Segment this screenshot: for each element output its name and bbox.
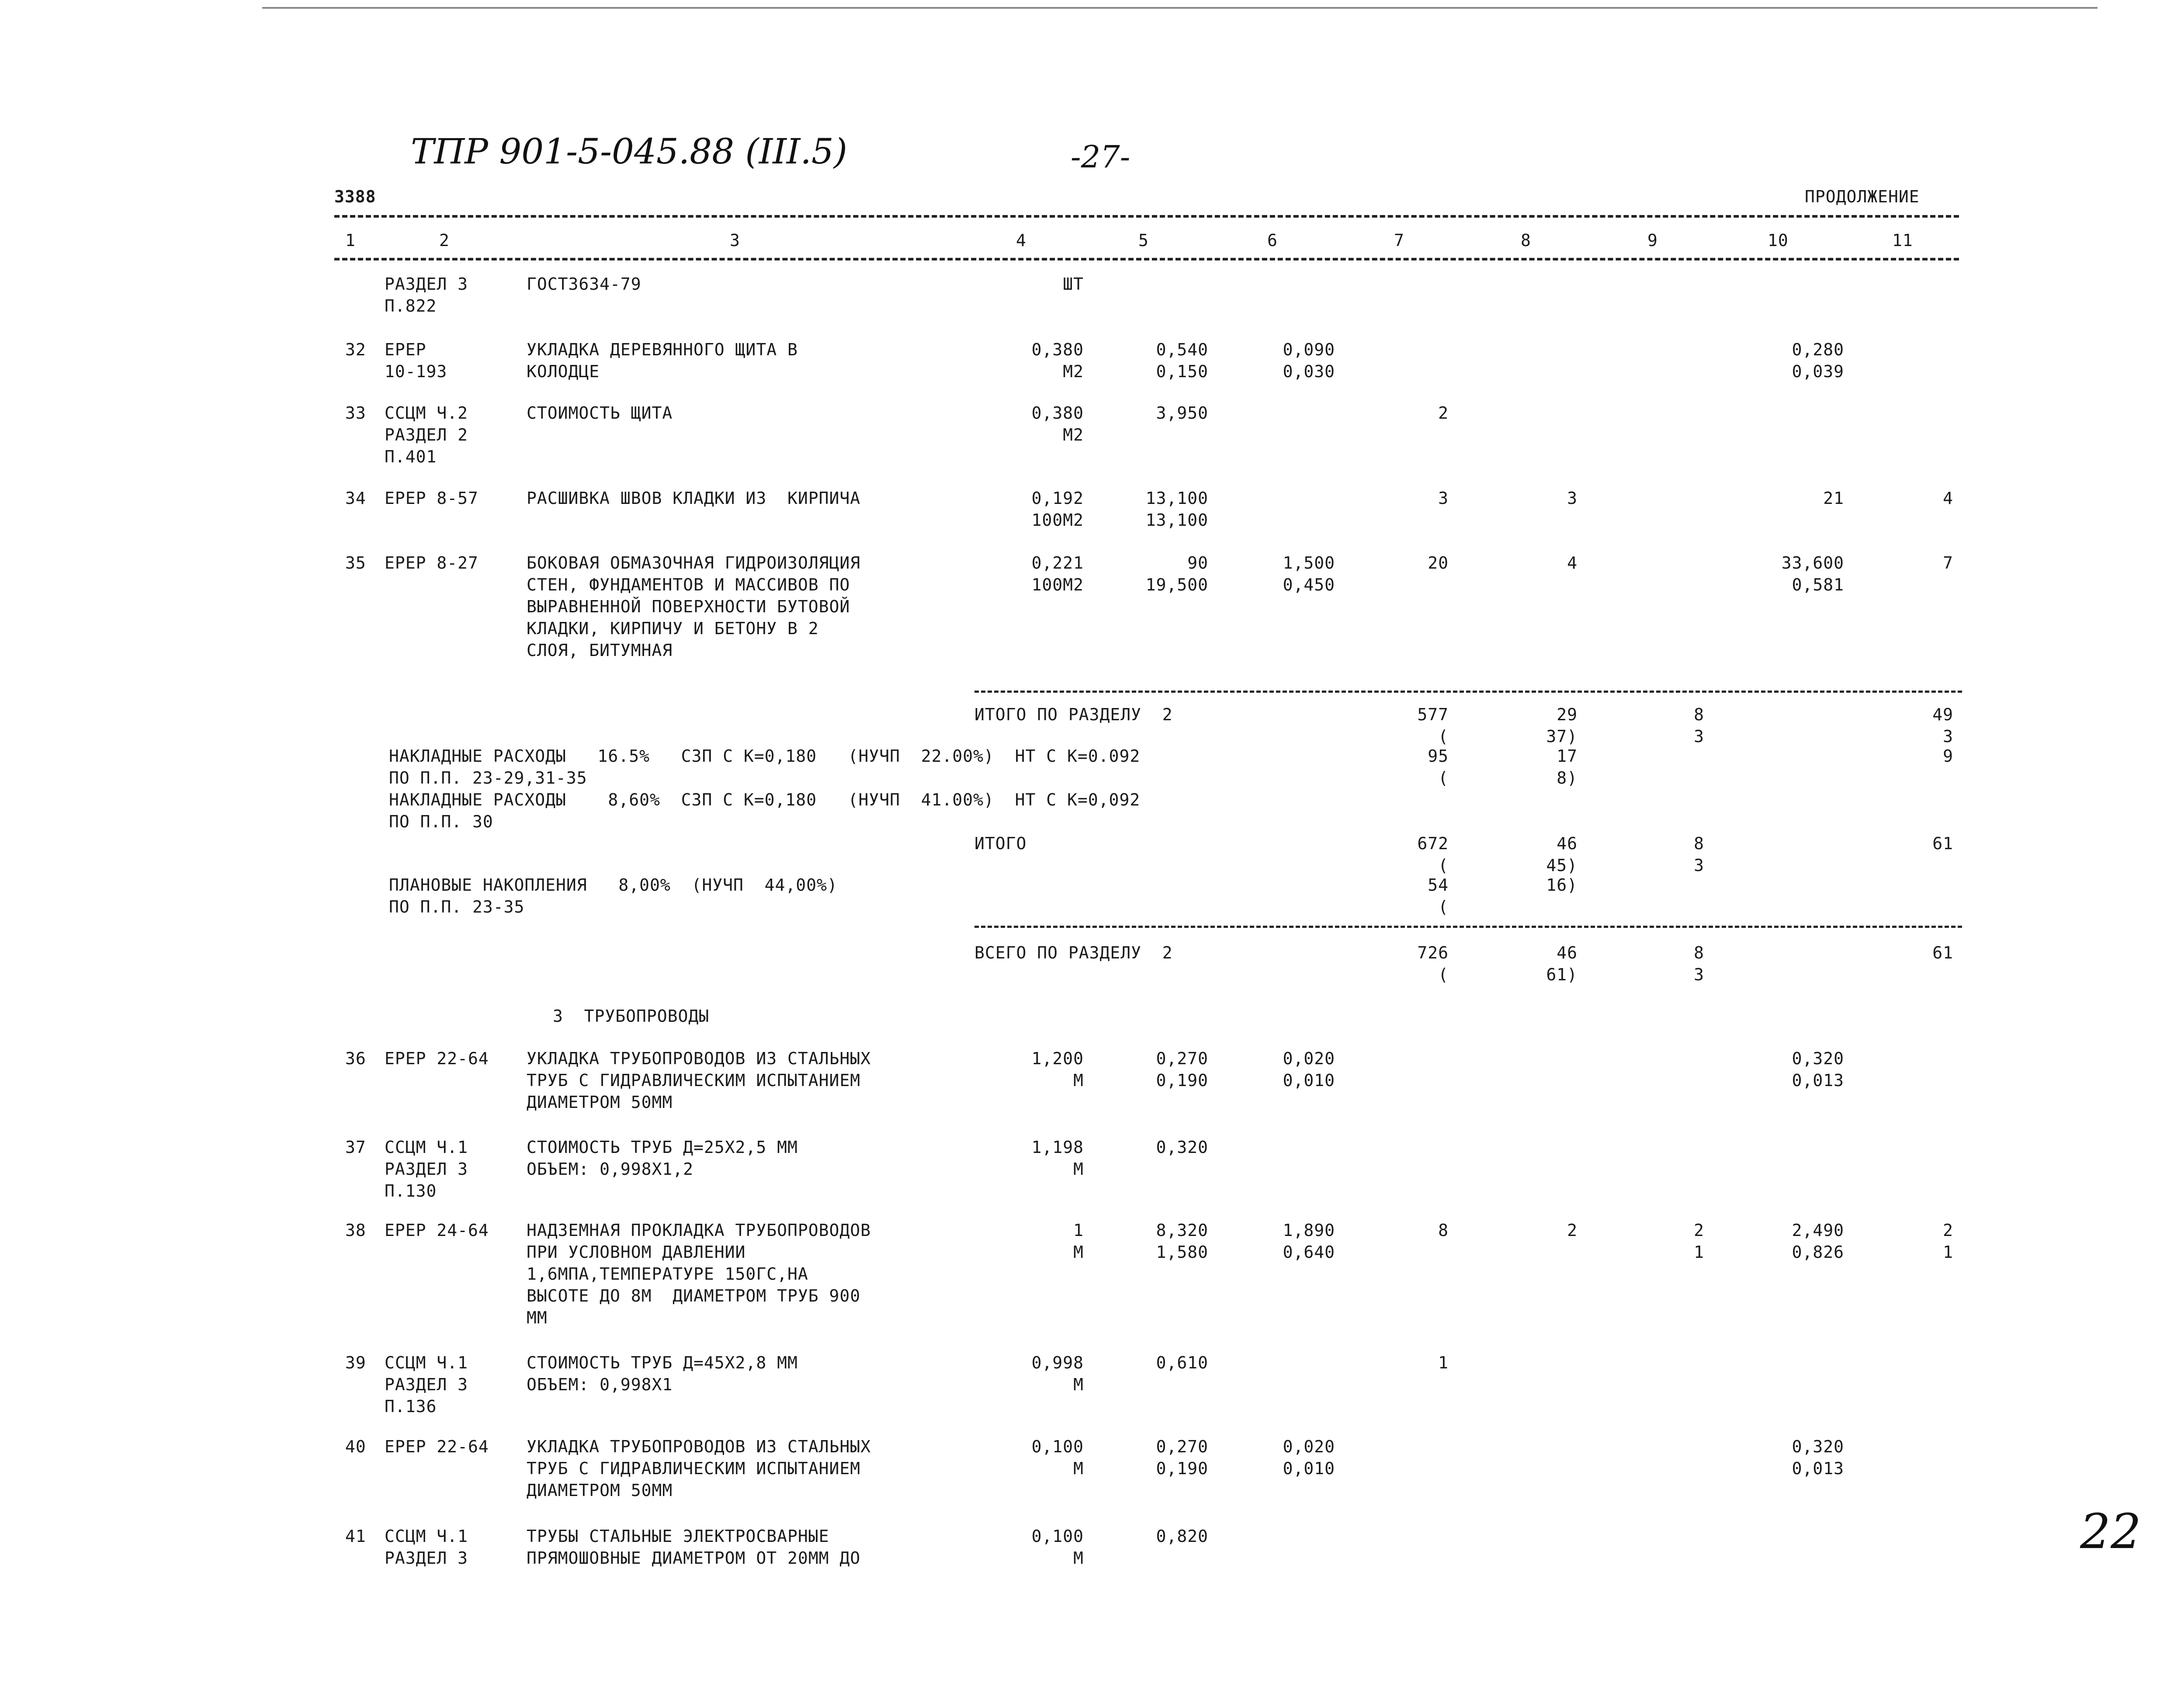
summary-value-c9: 8 — [1694, 705, 1704, 724]
row-description: ВЫРАВНЕННОЙ ПОВЕРХНОСТИ БУТОВОЙ — [527, 597, 850, 616]
summary-value-c8: 8) — [1557, 768, 1578, 788]
summary-itogo-razdel-label: ИТОГО ПО РАЗДЕЛУ 2 — [974, 705, 1173, 724]
row-reference: П.401 — [385, 447, 437, 466]
continuation-label: ПРОДОЛЖЕНИЕ — [1805, 187, 1920, 206]
row-value-c11: 1 — [1943, 1243, 1953, 1262]
row-number: 34 — [345, 489, 366, 508]
row-description: СЛОЯ, БИТУМНАЯ — [527, 641, 673, 660]
row-description: КЛАДКИ, КИРПИЧУ И БЕТОНУ В 2 — [527, 619, 819, 638]
row-description: ТРУБ С ГИДРАВЛИЧЕСКИМ ИСПЫТАНИЕМ — [527, 1459, 861, 1478]
row-value-c6: 0,020 — [1283, 1049, 1335, 1068]
summary-nakl1-label: ПО П.П. 23-29,31-35 — [389, 768, 587, 788]
row-description: ГОСТ3634-79 — [527, 274, 641, 294]
row-value-c11: 7 — [1943, 553, 1953, 573]
row-reference: ССЦМ Ч.1 — [385, 1138, 468, 1157]
summary-value-c11: 61 — [1932, 943, 1953, 962]
column-header-1: 1 — [345, 231, 356, 250]
row-value-c4: 100М2 — [1031, 510, 1084, 530]
row-value-c5: 0,150 — [1156, 362, 1208, 381]
row-description: ТРУБЫ СТАЛЬНЫЕ ЭЛЕКТРОСВАРНЫЕ — [527, 1527, 829, 1546]
row-reference: ЕРЕР 22-64 — [385, 1049, 489, 1068]
column-header-8: 8 — [1521, 231, 1531, 250]
row-description: ПРИ УСЛОВНОМ ДАВЛЕНИИ — [527, 1243, 746, 1262]
summary-rule-1 — [974, 691, 1962, 693]
row-description: ВЫСОТЕ ДО 8М ДИАМЕТРОМ ТРУБ 900 — [527, 1286, 861, 1305]
column-header-5: 5 — [1138, 231, 1149, 250]
row-value-c9: 2 — [1694, 1221, 1704, 1240]
summary-itogo-label: ИТОГО — [974, 834, 1027, 853]
row-reference: РАЗДЕЛ 3 — [385, 1375, 468, 1394]
row-description: 1,6МПА,ТЕМПЕРАТУРЕ 150ГС,НА — [527, 1264, 808, 1284]
row-reference: РАЗДЕЛ 3 — [385, 274, 468, 294]
row-number: 35 — [345, 553, 366, 573]
row-value-c5: 0,820 — [1156, 1527, 1208, 1546]
summary-value-c8: 17 — [1557, 746, 1578, 766]
row-value-c6: 0,010 — [1283, 1071, 1335, 1090]
column-header-2: 2 — [439, 231, 450, 250]
summary-value-c11: 49 — [1932, 705, 1953, 724]
row-number: 39 — [345, 1353, 366, 1372]
column-header-6: 6 — [1267, 231, 1278, 250]
column-header-9: 9 — [1647, 231, 1658, 250]
row-value-c7: 20 — [1428, 553, 1449, 573]
column-header-3: 3 — [730, 231, 740, 250]
summary-value-c8: 37) — [1546, 727, 1578, 746]
row-value-c10: 0,320 — [1792, 1437, 1844, 1456]
row-value-c4: 1,200 — [1031, 1049, 1084, 1068]
summary-value-c8: 61) — [1546, 965, 1578, 984]
row-reference: РАЗДЕЛ 3 — [385, 1159, 468, 1179]
row-reference: ЕРЕР 8-27 — [385, 553, 478, 573]
summary-value-c9: 3 — [1694, 727, 1704, 746]
summary-plan-label: ПО П.П. 23-35 — [389, 897, 525, 916]
row-value-c4: 100М2 — [1031, 575, 1084, 594]
summary-vsego-label: ВСЕГО ПО РАЗДЕЛУ 2 — [974, 943, 1173, 962]
summary-value-c11: 9 — [1943, 746, 1953, 766]
row-value-c10: 0,039 — [1792, 362, 1844, 381]
row-value-c6: 0,010 — [1283, 1459, 1335, 1478]
row-value-c4: М — [1073, 1159, 1084, 1179]
row-value-c6: 0,020 — [1283, 1437, 1335, 1456]
row-description: УКЛАДКА ДЕРЕВЯННОГО ЩИТА В — [527, 340, 798, 359]
row-value-c8: 2 — [1567, 1221, 1578, 1240]
doc-code: ТПР 901-5-045.88 (III.5) — [411, 131, 847, 172]
row-value-c4: 0,100 — [1031, 1437, 1084, 1456]
summary-value-c7: ( — [1438, 965, 1449, 984]
row-description: ДИАМЕТРОМ 50ММ — [527, 1481, 673, 1500]
row-number: 37 — [345, 1138, 366, 1157]
row-value-c5: 0,540 — [1156, 340, 1208, 359]
row-value-c10: 21 — [1823, 489, 1844, 508]
row-number: 32 — [345, 340, 366, 359]
summary-value-c9: 8 — [1694, 834, 1704, 853]
row-description: РАСШИВКА ШВОВ КЛАДКИ ИЗ КИРПИЧА — [527, 489, 861, 508]
row-reference: РАЗДЕЛ 2 — [385, 425, 468, 444]
row-value-c4: 1 — [1073, 1221, 1084, 1240]
row-description: СТЕН, ФУНДАМЕНТОВ И МАССИВОВ ПО — [527, 575, 850, 594]
row-description: СТОИМОСТЬ ТРУБ Д=25Х2,5 ММ — [527, 1138, 798, 1157]
row-value-c7: 1 — [1438, 1353, 1449, 1372]
section-title: 3 ТРУБОПРОВОДЫ — [553, 1007, 710, 1026]
row-value-c10: 0,280 — [1792, 340, 1844, 359]
row-reference: ССЦМ Ч.2 — [385, 403, 468, 423]
row-value-c5: 8,320 — [1156, 1221, 1208, 1240]
summary-nakl2-label: НАКЛАДНЫЕ РАСХОДЫ 8,60% СЗП С К=0,180 (НУЧП 41.00%) НТ С К=0,092 — [389, 790, 1141, 809]
summary-rule-2 — [974, 926, 1962, 928]
row-value-c6: 0,090 — [1283, 340, 1335, 359]
summary-value-c8: 29 — [1557, 705, 1578, 724]
row-value-c5: 1,580 — [1156, 1243, 1208, 1262]
row-value-c4: 0,221 — [1031, 553, 1084, 573]
row-number: 38 — [345, 1221, 366, 1240]
row-value-c5: 0,270 — [1156, 1049, 1208, 1068]
row-value-c4: М — [1073, 1548, 1084, 1568]
row-value-c8: 4 — [1567, 553, 1578, 573]
summary-value-c7: 672 — [1417, 834, 1449, 853]
row-description: ДИАМЕТРОМ 50ММ — [527, 1093, 673, 1112]
row-reference: П.822 — [385, 296, 437, 316]
row-value-c4: М2 — [1063, 362, 1084, 381]
row-value-c4: 0,192 — [1031, 489, 1084, 508]
header-rule-top — [334, 215, 1959, 218]
row-description: СТОИМОСТЬ ТРУБ Д=45Х2,8 ММ — [527, 1353, 798, 1372]
row-value-c5: 19,500 — [1145, 575, 1208, 594]
summary-nakl1-label: НАКЛАДНЫЕ РАСХОДЫ 16.5% СЗП С К=0,180 (НУЧП 22.00%) НТ С К=0.092 — [389, 746, 1141, 766]
row-value-c4: 1,198 — [1031, 1138, 1084, 1157]
row-value-c10: 0,013 — [1792, 1459, 1844, 1478]
side-mark: 22 — [2080, 1503, 2141, 1559]
page-number: -27- — [1071, 139, 1130, 175]
row-value-c10: 0,826 — [1792, 1243, 1844, 1262]
row-value-c4: М — [1073, 1375, 1084, 1394]
row-value-c6: 1,890 — [1283, 1221, 1335, 1240]
row-reference: ССЦМ Ч.1 — [385, 1527, 468, 1546]
row-reference: ЕРЕР — [385, 340, 426, 359]
row-value-c5: 3,950 — [1156, 403, 1208, 423]
row-description: СТОИМОСТЬ ЩИТА — [527, 403, 673, 423]
summary-value-c9: 8 — [1694, 943, 1704, 962]
row-description: ОБЪЕМ: 0,998Х1 — [527, 1375, 673, 1394]
summary-value-c8: 16) — [1546, 875, 1578, 895]
row-value-c5: 13,100 — [1145, 510, 1208, 530]
row-value-c5: 90 — [1187, 553, 1208, 573]
row-value-c4: М — [1073, 1071, 1084, 1090]
row-value-c5: 0,320 — [1156, 1138, 1208, 1157]
row-number: 36 — [345, 1049, 366, 1068]
row-value-c7: 3 — [1438, 489, 1449, 508]
summary-value-c7: ( — [1438, 897, 1449, 916]
row-value-c7: 2 — [1438, 403, 1449, 423]
summary-value-c7: 726 — [1417, 943, 1449, 962]
row-reference: ЕРЕР 22-64 — [385, 1437, 489, 1456]
row-description: БОКОВАЯ ОБМАЗОЧНАЯ ГИДРОИЗОЛЯЦИЯ — [527, 553, 861, 573]
row-value-c8: 3 — [1567, 489, 1578, 508]
row-value-c6: 0,450 — [1283, 575, 1335, 594]
summary-value-c8: 46 — [1557, 834, 1578, 853]
row-description: ММ — [527, 1308, 548, 1327]
row-reference: ЕРЕР 8-57 — [385, 489, 478, 508]
row-description: УКЛАДКА ТРУБОПРОВОДОВ ИЗ СТАЛЬНЫХ — [527, 1049, 871, 1068]
row-value-c7: 8 — [1438, 1221, 1449, 1240]
row-number: 33 — [345, 403, 366, 423]
row-value-c11: 2 — [1943, 1221, 1953, 1240]
row-reference: 10-193 — [385, 362, 447, 381]
row-value-c10: 2,490 — [1792, 1221, 1844, 1240]
row-value-c6: 0,640 — [1283, 1243, 1335, 1262]
summary-value-c7: 577 — [1417, 705, 1449, 724]
summary-nakl2-label: ПО П.П. 30 — [389, 812, 493, 831]
row-value-c5: 13,100 — [1145, 489, 1208, 508]
row-description: ПРЯМОШОВНЫЕ ДИАМЕТРОМ ОТ 20ММ ДО — [527, 1548, 861, 1568]
row-value-c5: 0,610 — [1156, 1353, 1208, 1372]
row-value-c4: ШТ — [1063, 274, 1084, 294]
summary-value-c7: 95 — [1428, 746, 1449, 766]
row-value-c11: 4 — [1943, 489, 1953, 508]
row-value-c5: 0,190 — [1156, 1071, 1208, 1090]
row-value-c4: М — [1073, 1243, 1084, 1262]
row-value-c4: М2 — [1063, 425, 1084, 444]
row-value-c4: 0,380 — [1031, 403, 1084, 423]
row-reference: ССЦМ Ч.1 — [385, 1353, 468, 1372]
row-value-c10: 33,600 — [1781, 553, 1844, 573]
row-number: 41 — [345, 1527, 366, 1546]
summary-value-c7: ( — [1438, 727, 1449, 746]
summary-value-c11: 61 — [1932, 834, 1953, 853]
column-header-10: 10 — [1768, 231, 1789, 250]
row-value-c5: 0,190 — [1156, 1459, 1208, 1478]
row-description: НАДЗЕМНАЯ ПРОКЛАДКА ТРУБОПРОВОДОВ — [527, 1221, 871, 1240]
row-description: УКЛАДКА ТРУБОПРОВОДОВ ИЗ СТАЛЬНЫХ — [527, 1437, 871, 1456]
sheet-id: 3388 — [334, 187, 376, 206]
row-value-c10: 0,013 — [1792, 1071, 1844, 1090]
summary-value-c8: 46 — [1557, 943, 1578, 962]
summary-value-c9: 3 — [1694, 965, 1704, 984]
header-rule-bottom — [334, 258, 1959, 260]
column-header-11: 11 — [1892, 231, 1913, 250]
row-description: ТРУБ С ГИДРАВЛИЧЕСКИМ ИСПЫТАНИЕМ — [527, 1071, 861, 1090]
column-header-4: 4 — [1016, 231, 1026, 250]
row-value-c6: 1,500 — [1283, 553, 1335, 573]
row-reference: П.136 — [385, 1397, 437, 1416]
summary-value-c11: 3 — [1943, 727, 1953, 746]
row-reference: РАЗДЕЛ 3 — [385, 1548, 468, 1568]
summary-value-c7: ( — [1438, 856, 1449, 875]
row-value-c4: 0,380 — [1031, 340, 1084, 359]
column-header-7: 7 — [1394, 231, 1404, 250]
row-value-c4: 0,100 — [1031, 1527, 1084, 1546]
row-value-c5: 0,270 — [1156, 1437, 1208, 1456]
row-value-c4: 0,998 — [1031, 1353, 1084, 1372]
summary-value-c7: ( — [1438, 768, 1449, 788]
row-description: ОБЪЕМ: 0,998Х1,2 — [527, 1159, 694, 1179]
scan-top-border — [262, 7, 2098, 9]
row-value-c4: М — [1073, 1459, 1084, 1478]
row-value-c6: 0,030 — [1283, 362, 1335, 381]
row-reference: ЕРЕР 24-64 — [385, 1221, 489, 1240]
summary-value-c7: 54 — [1428, 875, 1449, 895]
row-description: КОЛОДЦЕ — [527, 362, 600, 381]
row-value-c9: 1 — [1694, 1243, 1704, 1262]
row-value-c10: 0,320 — [1792, 1049, 1844, 1068]
row-value-c10: 0,581 — [1792, 575, 1844, 594]
row-reference: П.130 — [385, 1181, 437, 1201]
summary-value-c8: 45) — [1546, 856, 1578, 875]
row-number: 40 — [345, 1437, 366, 1456]
summary-plan-label: ПЛАНОВЫЕ НАКОПЛЕНИЯ 8,00% (НУЧП 44,00%) — [389, 875, 838, 895]
summary-value-c9: 3 — [1694, 856, 1704, 875]
